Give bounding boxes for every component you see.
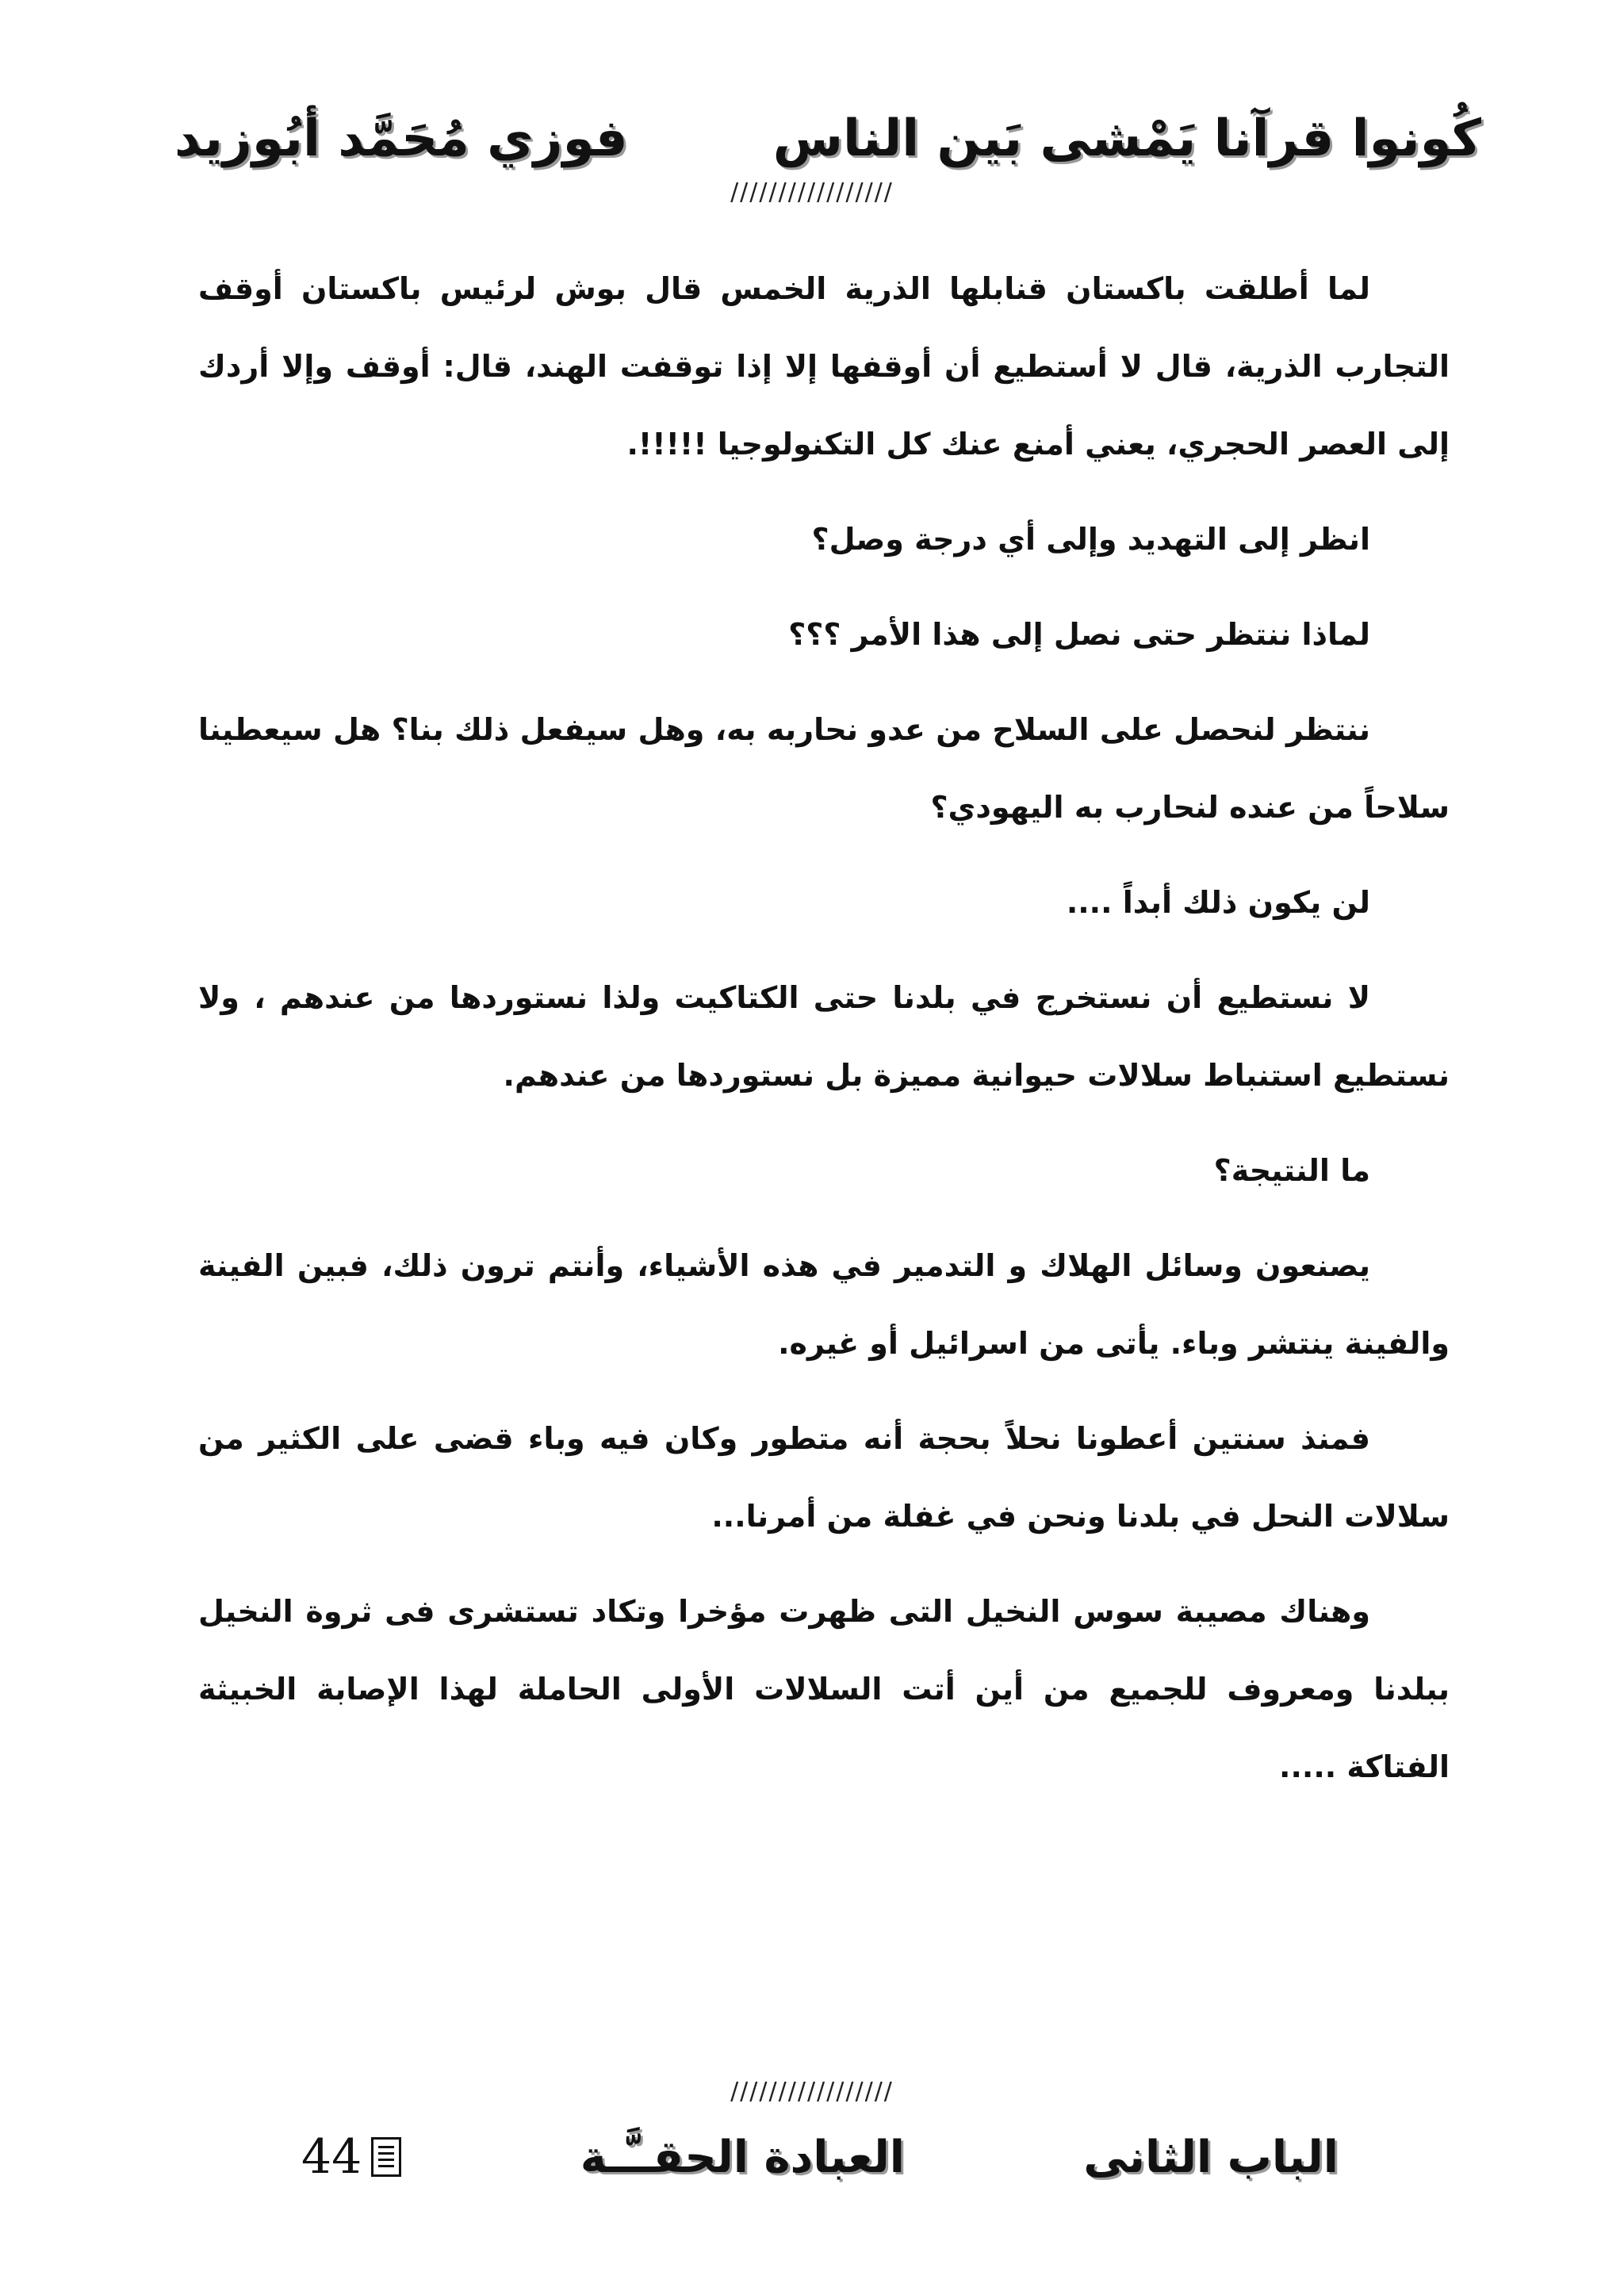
- paragraph-5: لن يكون ذلك أبداً ....: [1066, 885, 1370, 920]
- paragraph-8: يصنعون وسائل الهلاك و التدمير في هذه الأشياء، وأنتم ترون ذلك، فبين الفينة والفينة ينتشر وباء. يأتى من اسرائيل أو غيره.: [198, 1248, 1450, 1361]
- paragraph-3: لماذا ننتظر حتى نصل إلى هذا الأمر ؟؟؟: [788, 617, 1370, 652]
- book-title: كُونوا قرآنا يَمْشى بَين الناس: [772, 109, 1481, 168]
- page-number-group: [301, 2129, 401, 2185]
- page-header: [174, 95, 1481, 182]
- book-icon: [371, 2137, 401, 2177]
- page-number: 44: [301, 2129, 362, 2185]
- paragraph-4: ننتظر لنحصل على السلاح من عدو نحاربه به، وهل سيفعل ذلك بنا؟ هل سيعطينا سلاحاً من عنده لنحارب به اليهودي؟: [198, 712, 1450, 825]
- chapter-label: الباب الثانى: [1083, 2131, 1339, 2183]
- paragraph-9: فمنذ سنتين أعطونا نحلاً بحجة أنه متطور وكان فيه وباء قضى على الكثير من سلالات النحل في بلدنا ونحن في غفلة من أمرنا...: [198, 1421, 1450, 1534]
- body-text: [198, 250, 1450, 1823]
- paragraph-2: انظر إلى التهديد وإلى أي درجة وصل؟: [811, 522, 1370, 557]
- page-footer: [301, 2113, 1339, 2201]
- footer-divider: /////////////////: [730, 2078, 894, 2105]
- paragraph-1: لما أطلقت باكستان قنابلها الذرية الخمس قال بوش لرئيس باكستان أوقف التجارب الذرية، قال لا أستطيع أن أوقفها إلا إذا توقفت الهند، قال: أوقف وإلا أردك إلى العصر الحجري، يعني أمنع عنك كل التكنولوجيا !!!!!.: [198, 271, 1450, 462]
- paragraph-7: ما النتيجة؟: [1213, 1153, 1370, 1188]
- paragraph-10: وهناك مصيبة سوس النخيل التى ظهرت مؤخرا وتكاد تستشرى فى ثروة النخيل ببلدنا ومعروف للجميع من أين أتت السلالات الأولى الحاملة لهذا الإصابة الخبيثة الفتاكة .....: [198, 1594, 1450, 1784]
- paragraph-6: لا نستطيع أن نستخرج في بلدنا حتى الكتاكيت ولذا نستوردها من عندهم ، ولا نستطيع استنباط سلالات حيوانية مميزة بل نستوردها من عندهم.: [198, 980, 1450, 1093]
- header-divider: /////////////////: [730, 178, 894, 206]
- section-label: العبادة الحقــَّـة: [580, 2131, 905, 2183]
- author-name: فوزي مُحَمَّد أبُوزيد: [174, 109, 628, 168]
